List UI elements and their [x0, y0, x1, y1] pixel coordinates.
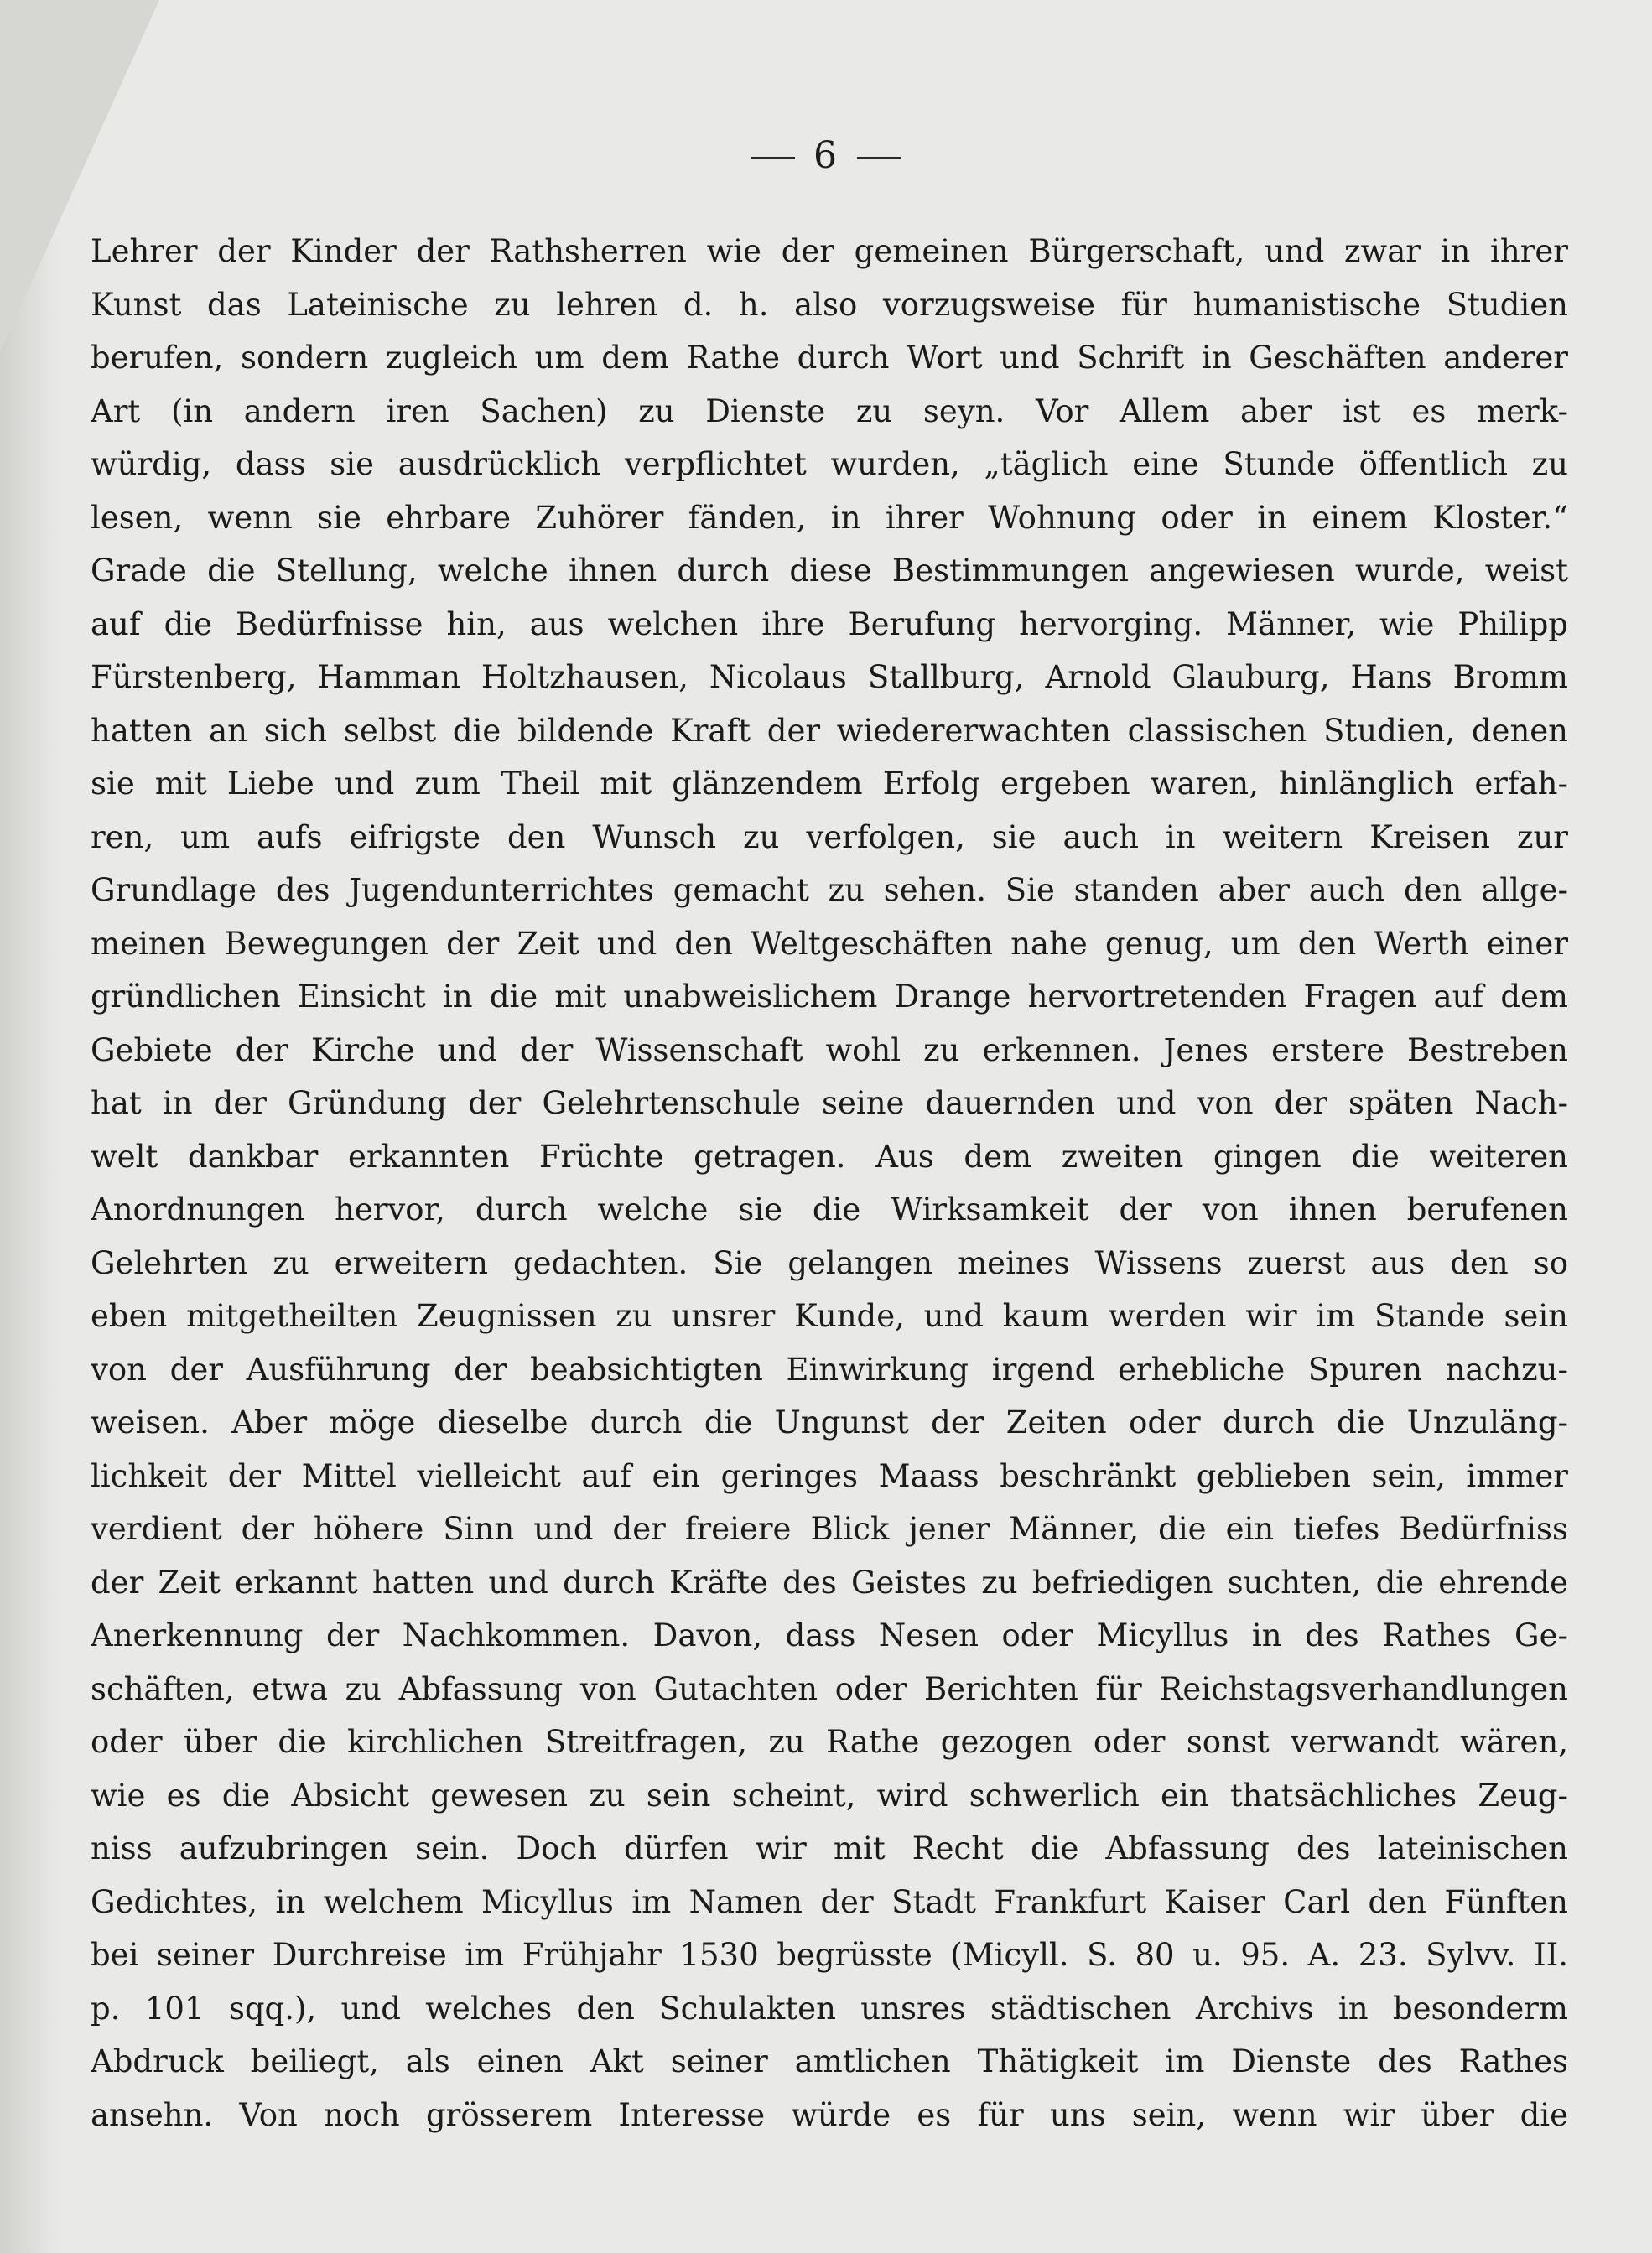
text-line: wie es die Absicht gewesen zu sein scheint, wird schwerlich ein thatsächliches Zeug-: [91, 1777, 1568, 1814]
text-line: Fürstenberg, Hamman Holtzhausen, Nicolaus Stallburg, Arnold Glauburg, Hans Bromm: [91, 659, 1568, 695]
text-line: ansehn. Von noch grösserem Interesse würde es für uns sein, wenn wir über die: [91, 2096, 1568, 2133]
text-line: sie mit Liebe und zum Theil mit glänzendem Erfolg ergeben waren, hinlänglich erfah-: [91, 766, 1568, 802]
text-line: Gebiete der Kirche und der Wissenschaft wohl zu erkennen. Jenes erstere Bestreben: [91, 1031, 1568, 1068]
text-line: eben mitgetheilten Zeugnissen zu unsrer Kunde, und kaum werden wir im Stande sein: [91, 1298, 1568, 1334]
text-line: der Zeit erkannt hatten und durch Kräfte des Geistes zu befriedigen suchten, die ehrende: [91, 1564, 1568, 1601]
text-line: Anerkennung der Nachkommen. Davon, dass Nesen oder Micyllus in des Rathes Ge-: [91, 1617, 1568, 1653]
text-line: hatten an sich selbst die bildende Kraft der wiedererwachten classischen Studien, denen: [91, 712, 1568, 749]
text-line: lichkeit der Mittel vielleicht auf ein geringes Maass beschränkt geblieben sein, immer: [91, 1457, 1568, 1494]
page-number-dash-left: [751, 157, 795, 159]
text-line: p. 101 sqq.), und welches den Schulakten unsres städtischen Archivs in besonderm: [91, 1990, 1568, 2027]
text-line: ren, um aufs eifrigste den Wunsch zu verfolgen, sie auch in weitern Kreisen zur: [91, 818, 1568, 855]
text-line: von der Ausführung der beabsichtigten Einwirkung irgend erhebliche Spuren nachzu-: [91, 1351, 1568, 1388]
text-line: würdig, dass sie ausdrücklich verpflichtet wurden, „täglich eine Stunde öffentlich zu: [91, 446, 1568, 482]
text-line: lesen, wenn sie ehrbare Zuhörer fänden, in ihrer Wohnung oder in einem Kloster.“: [91, 499, 1568, 536]
text-line: auf die Bedürfnisse hin, aus welchen ihre Berufung hervorging. Männer, wie Philipp: [91, 605, 1568, 642]
text-line: bei seiner Durchreise im Frühjahr 1530 begrüsste (Micyll. S. 80 u. 95. A. 23. Sylvv. II.: [91, 1937, 1568, 1973]
text-line: Gedichtes, in welchem Micyllus im Namen der Stadt Frankfurt Kaiser Carl den Fünften: [91, 1883, 1568, 1920]
text-line: niss aufzubringen sein. Doch dürfen wir mit Recht die Abfassung des lateinischen: [91, 1830, 1568, 1866]
text-line: Kunst das Lateinische zu lehren d. h. also vorzugsweise für humanistische Studien: [91, 286, 1568, 323]
text-line: welt dankbar erkannten Früchte getragen. Aus dem zweiten gingen die weiteren: [91, 1138, 1568, 1175]
text-line: Anordnungen hervor, durch welche sie die Wirksamkeit der von ihnen berufenen: [91, 1191, 1568, 1228]
page-number-header: [0, 134, 1652, 177]
text-line: gründlichen Einsicht in die mit unabweislichem Drange hervortretenden Fragen auf dem: [91, 979, 1568, 1015]
text-line: verdient der höhere Sinn und der freiere Blick jener Männer, die ein tiefes Bedürfniss: [91, 1511, 1568, 1547]
page-number-dash-right: [857, 157, 901, 159]
text-line: Grundlage des Jugendunterrichtes gemacht zu sehen. Sie standen aber auch den allge-: [91, 872, 1568, 908]
text-line: Lehrer der Kinder der Rathsherren wie der gemeinen Bürgerschaft, und zwar in ihrer: [91, 233, 1568, 269]
text-line: oder über die kirchlichen Streitfragen, zu Rathe gezogen oder sonst verwandt wären,: [91, 1724, 1568, 1760]
text-line: Grade die Stellung, welche ihnen durch diese Bestimmungen angewiesen wurde, weist: [91, 553, 1568, 589]
text-line: schäften, etwa zu Abfassung von Gutachten oder Berichten für Reichstagsverhandlungen: [91, 1670, 1568, 1707]
body-text: [91, 225, 1568, 2141]
text-line: weisen. Aber möge dieselbe durch die Ungunst der Zeiten oder durch die Unzuläng-: [91, 1404, 1568, 1441]
text-line: meinen Bewegungen der Zeit und den Weltgeschäften nahe genug, um den Werth einer: [91, 925, 1568, 962]
text-line: Gelehrten zu erweitern gedachten. Sie gelangen meines Wissens zuerst aus den so: [91, 1244, 1568, 1281]
text-line: hat in der Gründung der Gelehrtenschule seine dauernden und von der späten Nach-: [91, 1085, 1568, 1121]
text-line: Art (in andern iren Sachen) zu Dienste zu seyn. Vor Allem aber ist es merk-: [91, 392, 1568, 429]
page-number: 6: [813, 134, 839, 177]
text-line: berufen, sondern zugleich um dem Rathe durch Wort und Schrift in Geschäften anderer: [91, 340, 1568, 376]
text-line: Abdruck beiliegt, als einen Akt seiner amtlichen Thätigkeit im Dienste des Rathes: [91, 2043, 1568, 2079]
